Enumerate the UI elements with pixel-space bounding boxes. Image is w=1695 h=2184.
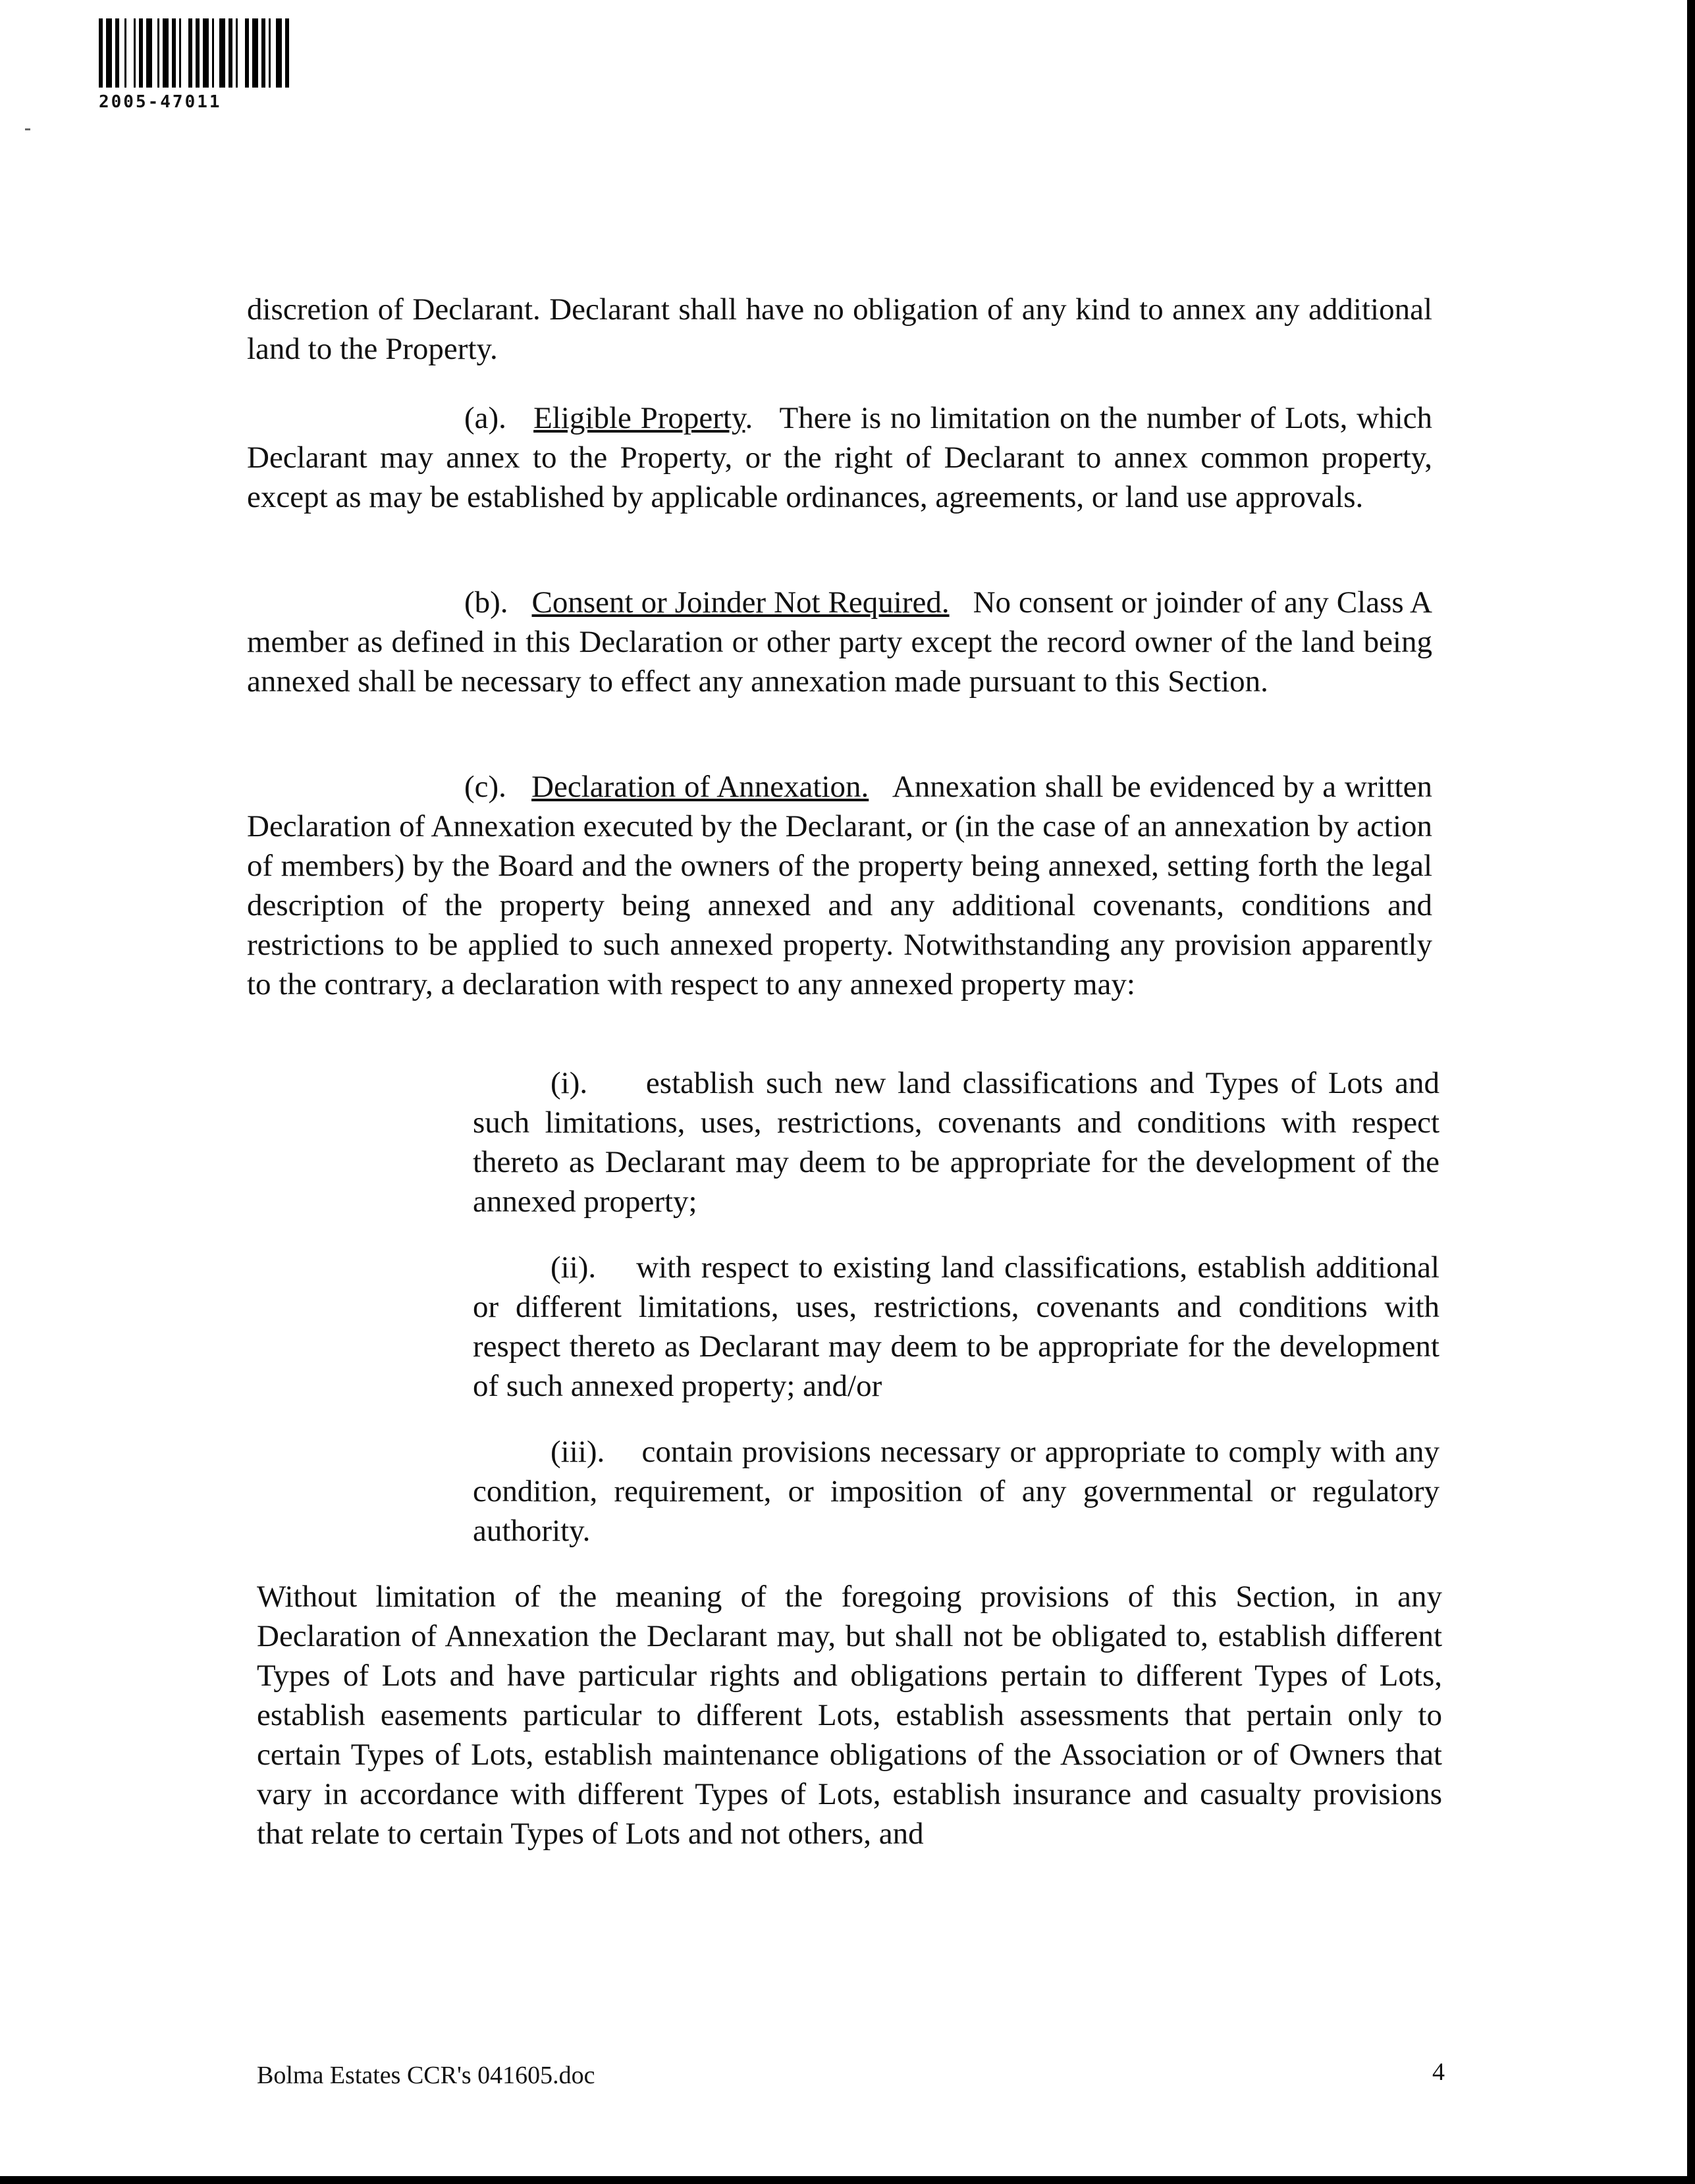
recording-number: 2005-47011 [99, 92, 222, 112]
paragraph-b-text: No consent or joinder of any Class A member as defined in this Declaration or other party except the record owner of the land being annexed shall be necessary to effect any annexation made pursuant to this Section. [247, 585, 1432, 699]
subparagraph-i [473, 1063, 1439, 1221]
heading-eligible-property-end: . [745, 401, 753, 435]
subparagraph-iii-text: contain provisions necessary or appropriate to comply with any condition, requirement, or imposition of any governmental or regulatory authority. [473, 1435, 1439, 1548]
paragraph-a-text: There is no limitation on the number of Lots, which Declarant may annex to the Property, or the right of Declarant to annex common property, except as may be established by applicable ordinances, agreements, or land use approvals. [247, 401, 1433, 514]
item-label-i: (i). [551, 1066, 588, 1100]
item-label-a: (a). [464, 401, 506, 435]
paragraph-intro [247, 290, 1432, 369]
scan-mark [25, 128, 30, 130]
footer-filename: Bolma Estates CCR's 041605.doc [257, 2062, 595, 2089]
paragraph-a [247, 398, 1432, 517]
paragraph-final [257, 1577, 1442, 1853]
heading-declaration-annexation: Declaration of Annexation. [531, 770, 869, 804]
barcode-icon [99, 18, 402, 88]
subparagraph-i-text: establish such new land classifications and Types of Lots and such limitations, uses, restrictions, covenants and conditions with respect thereto as Declarant may deem to be appropriate for the development of the annexed property; [473, 1066, 1440, 1219]
heading-consent-joinder: Consent or Joinder Not Required. [531, 585, 950, 620]
paragraph-c [247, 767, 1432, 1004]
paragraph-b [247, 583, 1432, 701]
paragraph-intro-text: discretion of Declarant. Declarant shall have no obligation of any kind to annex any additional land to the Property. [247, 292, 1432, 366]
item-label-c: (c). [464, 770, 506, 804]
item-label-iii: (iii). [551, 1435, 605, 1469]
heading-eligible-property: Eligible Property [533, 401, 745, 435]
item-label-b: (b). [464, 585, 508, 620]
paragraph-c-text: Annexation shall be evidenced by a written Declaration of Annexation executed by the Declarant, or (in the case of an annexation by action of members) by the Board and the owners of the property being annexed, setting forth the legal description of the property being annexed and any additional covenants, conditions and restrictions to be applied to such annexed property. Notwithstanding any provision apparently to the contrary, a declaration with respect to any annexed property may: [247, 770, 1432, 1001]
subparagraph-iii [473, 1432, 1439, 1551]
subparagraph-ii-text: with respect to existing land classifications, establish additional or different limitations, uses, restrictions, covenants and conditions with respect thereto as Declarant may deem to be appropriate for the development of such annexed property; and/or [473, 1250, 1439, 1403]
paragraph-final-text: Without limitation of the meaning of the foregoing provisions of this Section, in any Declaration of Annexation the Declarant may, but shall not be obligated to, establish different Types of Lots and have particular rights and obligations pertain to different Types of Lots, establish easements particular to different Lots, establish assessments that pertain only to certain Types of Lots, establish maintenance obligations of the Association or of Owners that vary in accordance with different Types of Lots, establish insurance and casualty provisions that relate to certain Types of Lots and not others, and [257, 1580, 1442, 1851]
item-label-ii: (ii). [551, 1250, 597, 1285]
page-edge-bottom [0, 2176, 1695, 2184]
subparagraph-ii [473, 1248, 1439, 1406]
footer-page-number: 4 [1432, 2058, 1445, 2086]
page-edge-right [1687, 0, 1695, 2184]
